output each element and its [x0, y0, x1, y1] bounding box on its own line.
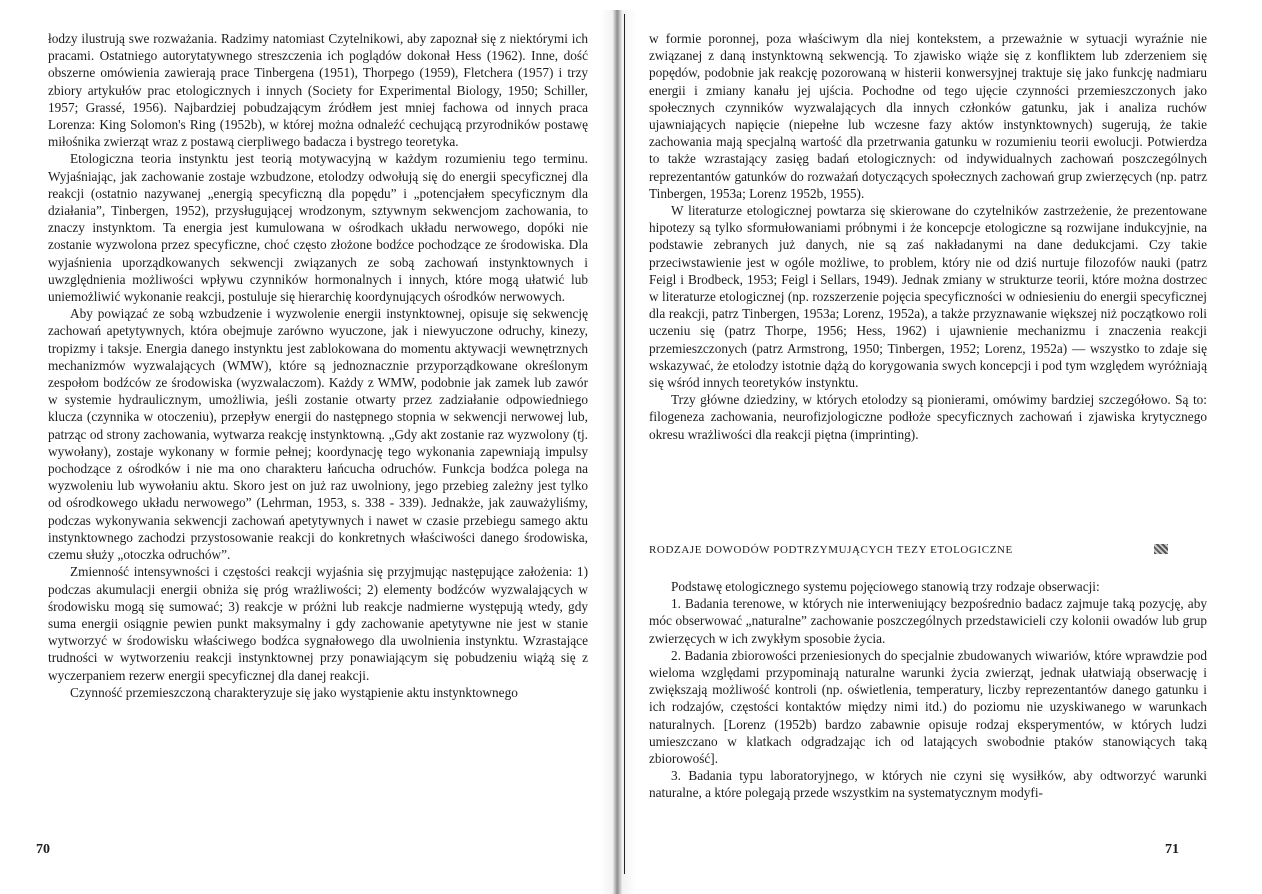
page-number: 70 — [36, 842, 50, 857]
paragraph: 1. Badania terenowe, w których nie interweniujący bezpośrednio badacz zajmuje taką pozycję, aby móc obserwować „naturalne” zachowanie poszczególnych przedstawicieli czy kolonii owadów lub grup zwierzęcych w ich zwykłym sposobie życia. — [649, 596, 1207, 646]
paragraph: Etologiczna teoria instynktu jest teorią motywacyjną w każdym rozumieniu tego terminu. Wyjaśniając, jak zachowanie zostaje wzbudzone, etolodzy odwołują się do energii specyficznej dla reakcji (ostatnio nazywanej „energią specyficzną dla popędu” i „potencjałem specyficznym dla działania”, Tinbergen, 1952), przysługującej wrodzonym, sztywnym sekwencjom zachowania, to znaczy instynktom. Ta energia jest kumulowana w ośrodkach układu nerwowego, dopóki nie zostanie wyzwolona przez specyficzne, choć często złożone bodźce pochodzące ze środowiska. Dla wyjaśnienia uporządkowanych sekwencji związanych ze sobą zachowań instynktownych i uwzględnienia możliwości wpływu czynników hormonalnych i innych, które mogą ułatwić lub uniemożliwić wykonanie reakcji, postuluje się hierarchię koordynujących ośrodków nerwowych. — [48, 151, 588, 305]
section-heading: RODZAJE DOWODÓW PODTRZYMUJĄCYCH TEZY ETOLOGICZNE — [649, 544, 1013, 556]
page-number: 71 — [1165, 842, 1179, 857]
scan-smudge-icon — [1154, 544, 1168, 554]
right-page-lower-text — [649, 578, 1207, 802]
paragraph: w formie poronnej, poza właściwym dla niej kontekstem, a przeważnie w sytuacji wyraźnie nie związanej z daną instynktowną sekwencją. To zjawisko wiąże się z konfliktem lub zderzeniem się popędów, podobnie jak reakcję pozorowaną w histerii konwersyjnej traktuje się jako funkcję nadmiaru energii i zmiany kanału jej ujścia. Pochodne od tego ujęcie czynności przemieszczonych jako społecznych czynników wyzwalających dla innych członków gatunku, jak i analiza ruchów ujawniających napięcie (niepełne lub wczesne fazy aktów instynktownych) sugerują, że takie zachowania mają specjalną wartość dla przetrwania gatunku w rozumieniu teorii ewolucji. Potwierdza to także wzrastający zasięg badań etologicznych: od indywidualnych zachowań poszczególnych reprezentantów gatunków do rozważań dotyczących społecznych zachowań grup zwierzęcych (np. patrz Tinbergen, 1953a; Lorenz 1952b, 1955). — [649, 31, 1207, 201]
left-page-text — [48, 30, 588, 701]
paragraph: 2. Badania zbiorowości przeniesionych do specjalnie zbudowanych wiwariów, które wprawdzie pod wieloma względami przypominają naturalne warunki życia zwierząt, jednak ułatwiają obserwację i zwiększają możliwość kontroli (np. oświetlenia, temperatury, liczby reprezentantów danego gatunku i ich rodzajów, częstości kontaktów między nimi itd.) do poziomu nie uzyskiwanego w warunkach naturalnych. [Lorenz (1952b) bardzo zabawnie opisuje rodzaj eksperymentów, w których ludzi umieszczano w klatkach odgradzając ich od latających swobodnie ptaków stanowiących taką zbiorowość]. — [649, 647, 1207, 767]
paragraph: Trzy główne dziedziny, w których etolodzy są pionierami, omówimy bardziej szczegółowo. Są to: filogeneza zachowania, neurofizjologiczne podłoże specyficznych zachowań i zjawiska krytycznego okresu wrażliwości dla reakcji piętna (imprinting). — [649, 392, 1207, 442]
paragraph: Czynność przemieszczoną charakteryzuje się jako wystąpienie aktu instynktownego — [70, 684, 518, 700]
paragraph: Podstawę etologicznego systemu pojęciowego stanowią trzy rodzaje obserwacji: — [671, 579, 1100, 594]
right-page — [614, 0, 1262, 894]
paragraph: 3. Badania typu laboratoryjnego, w których nie czyni się wysiłków, aby odtworzyć warunki naturalne, a które polegają przede wszystkim na systematycznym modyfi- — [649, 768, 1207, 801]
paragraph: W literaturze etologicznej powtarza się skierowane do czytelników zastrzeżenie, że prezentowane hipotezy są tylko sformułowaniami próbnymi i że koncepcje etologiczne są rozwijane indukcyjnie, na podstawie zebranych już danych, nie są zaś nakładanymi na dane dedukcjami. Czy takie przeciwstawienie jest w ogóle możliwe, to problem, który nie od dziś nurtuje filozofów nauki (patrz Feigl i Brodbeck, 1953; Feigl i Sellars, 1949). Jednak zmiany w strukturze teorii, które można dostrzec w literaturze etologicznej (np. rozszerzenie pojęcia specyficzności w odniesieniu do energii specyficznej dla reakcji, patrz Tinbergen, 1953a; Lorenz, 1952a), a także przyznawanie większej niż początkowo roli uczeniu się (patrz Thorpe, 1956; Hess, 1962) i ujawnienie mechanizmu i znaczenia reakcji przemieszczonych (patrz Armstrong, 1950; Tinbergen, 1952; Lorenz, 1952a) — wszystko to zdaje się wskazywać, że etolodzy istotnie dążą do korygowania swych koncepcji i pod tym względem wyróżniają się wśród innych teoretyków instynktu. — [649, 203, 1207, 391]
right-page-text — [649, 30, 1207, 443]
paragraph: Zmienność intensywności i częstości reakcji wyjaśnia się przyjmując następujące założenia: 1) podczas akumulacji energii obniża się próg wrażliwości; 2) elementy bodźców wyzwalających w środowisku mogą się sumować; 3) reakcje w próżni lub reakcje nadmierne występują wtedy, gdy suma energii osiągnie pewien punkt maksymalny i gdy zachowanie apetytywne nie jest w stanie wytworzyć w środowisku właściwego bodźca sygnałowego dla uwolnienia instynktu. Wzrastające trudności w wytworzeniu reakcji instynktownej przy ponawiającym się pobudzeniu wiążą się z wyczerpaniem rezerw energii specyficznej dla danej reakcji. — [48, 564, 588, 683]
paragraph: Aby powiązać ze sobą wzbudzenie i wyzwolenie energii instynktownej, opisuje się sekwencję zachowań apetytywnych, która obejmuje zarówno wyuczone, jak i niewyuczone odruchy, kinezy, tropizmy i taksje. Energia danego instynktu jest zablokowana do momentu aktywacji wewnętrznych mechanizmów wyzwalających (WMW), które są jednoznacznie przyporządkowane określonym zespołom bodźców ze środowiska (wyzwalaczom). Każdy z WMW, podobnie jak zamek lub zawór w systemie hydraulicznym, umożliwia, jeśli zostanie otwarty przez zadziałanie odpowiedniego klucza (czynnika w otoczeniu), przepływ energii do następnego stopnia w sekwencji nerwowej lub, patrząc od strony zachowania, wytwarza reakcję instynktowną. „Gdy akt zostanie raz wyzwolony (tj. wywołany), zostaje wykonany w formie pełnej; koordynację tego wykonania zapewniają impulsy pochodzące z ośrodków i nie ma ono charakteru łańcucha odruchów. Funkcja bodźca polega na wyzwoleniu lub wywołaniu aktu. Skoro jest on już raz uwolniony, jego przebieg zależny jest tylko od ośrodkowego układu nerwowego” (Lehrman, 1953, s. 338 - 339). Jednakże, jak zauważyliśmy, podczas wykonywania sekwencji zachowań apetytywnych i nawet w czasie przebiegu samego aktu instynktownego zachodzi przystosowanie reakcji do konkretnych właściwości danego środowiska, czemu służy „otoczka odruchów”. — [48, 306, 588, 563]
paragraph: łodzy ilustrują swe rozważania. Radzimy natomiast Czytelnikowi, aby zapoznał się z niektórymi ich pracami. Ostatniego autorytatywnego streszczenia ich poglądów dokonał Hess (1962). Inne, dość obszerne omówienia zawierają prace Tinbergena (1951), Thorpego (1959), Fletchera (1957) i trzy zbiory artykułów prac etologicznych i innych (Society for Experimental Biology, 1950; Schiller, 1957; Grassé, 1956). Najbardziej pobudzającym źródłem jest mniej fachowa od innych praca Lorenza: King Solomon's Ring (1952b), w której można odnaleźć cechującą przyrodników postawę miłośnika zwierząt wraz z postawą cierpliwego badacza i bystrego teoretyka. — [48, 31, 588, 150]
left-page — [0, 0, 614, 894]
